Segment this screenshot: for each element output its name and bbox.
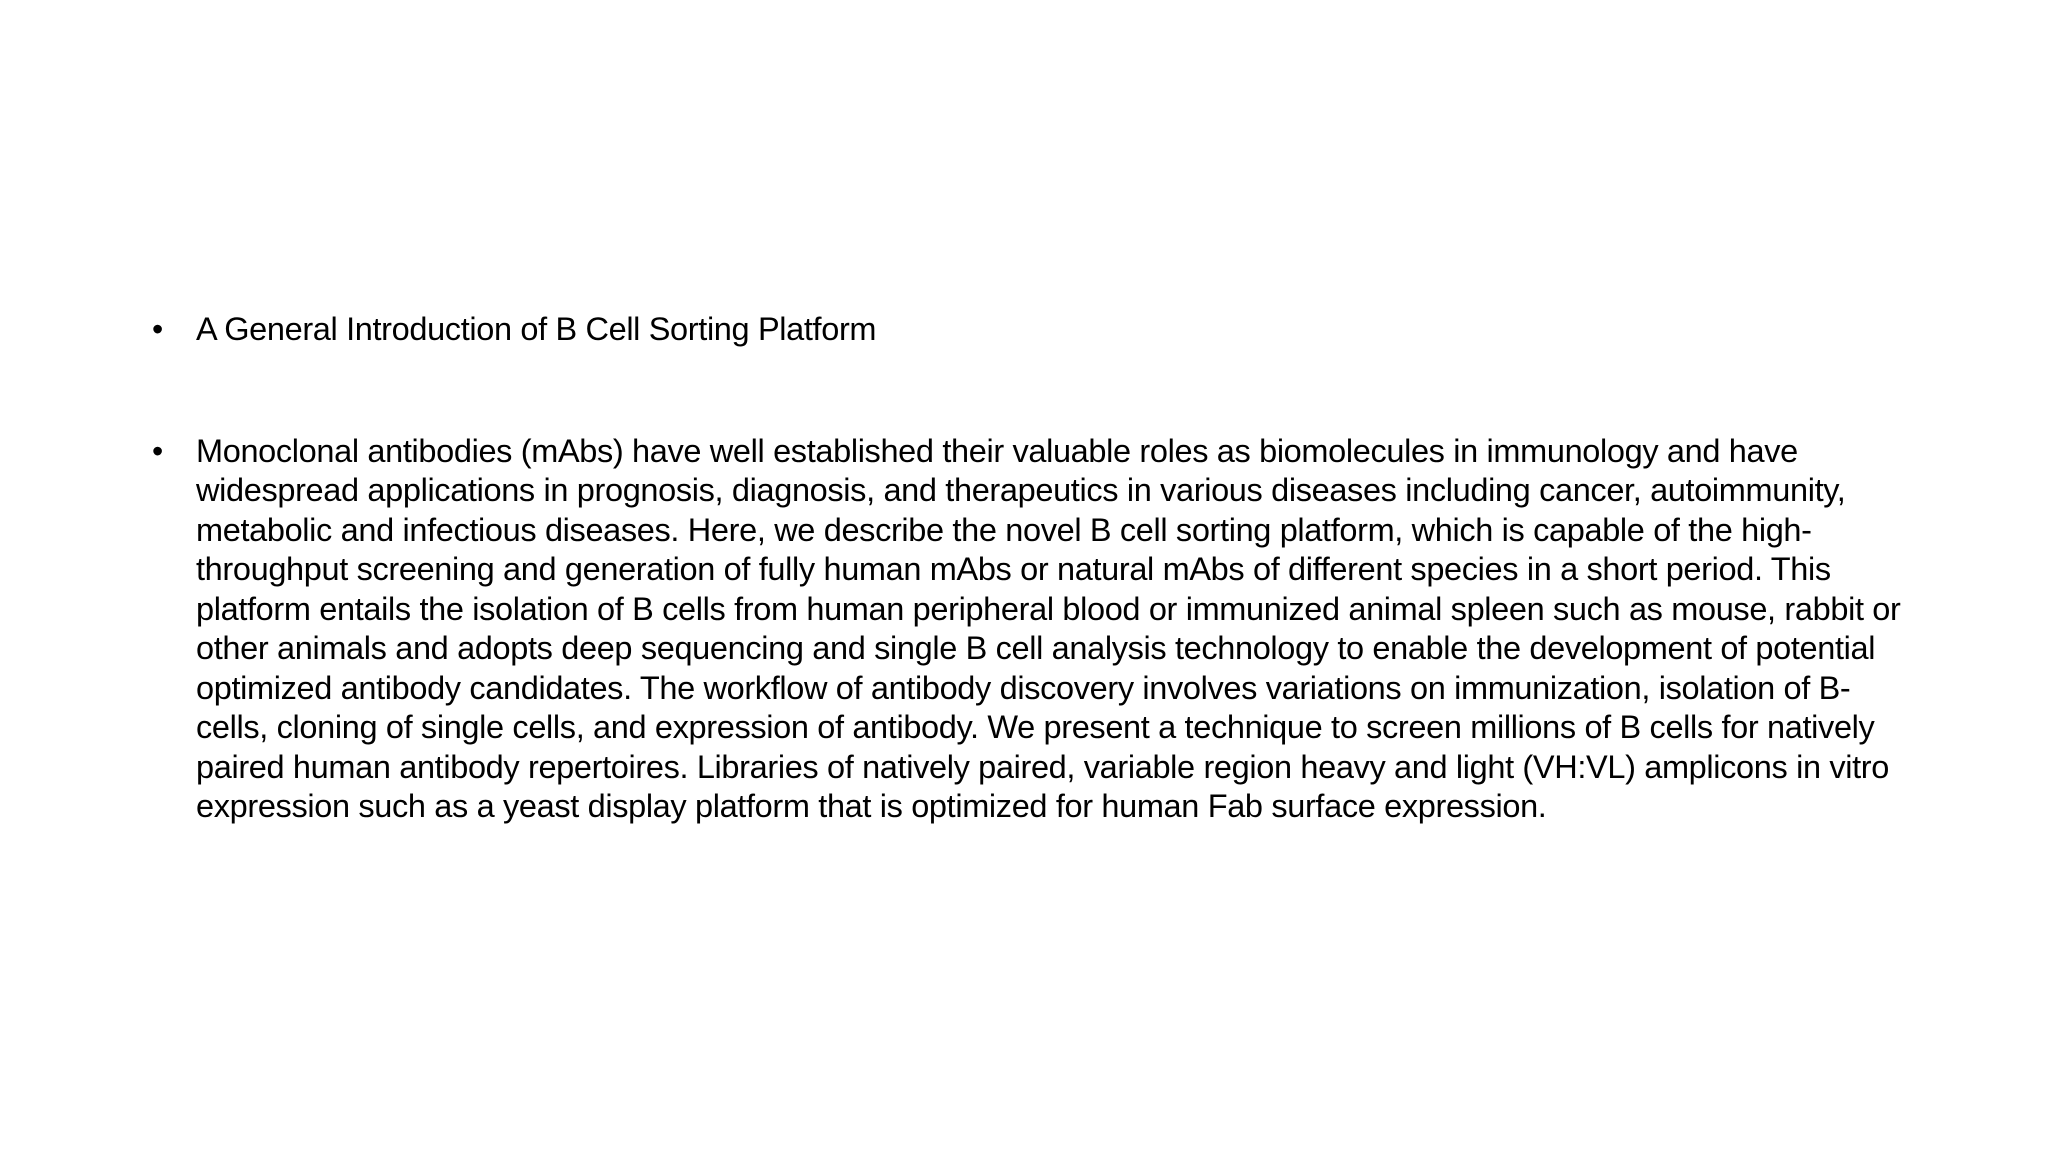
bullet-dot-icon: • [152,432,163,469]
bullet-text: Monoclonal antibodies (mAbs) have well established their valuable roles as biomolecules in immunology and have widespread applications in prognosis, diagnosis, and therapeutics in various diseases including cancer, autoimmunity, metabolic and infectious diseases. Here, we describe the novel B cell sorting platform, which is capable of the high-throughput screening and generation of fully human mAbs or natural mAbs of different species in a short period. This platform entails the isolation of B cells from human peripheral blood or immunized animal spleen such as mouse, rabbit or other animals and adopts deep sequencing and single B cell analysis technology to enable the development of potential optimized antibody candidates. The workflow of antibody discovery involves variations on immunization, isolation of B-cells, cloning of single cells, and expression of antibody. We present a technique to screen millions of B cells for natively paired human antibody repertoires. Libraries of natively paired, variable region heavy and light (VH:VL) amplicons in vitro expression such as a yeast display platform that is optimized for human Fab surface expression. [196,432,1901,824]
bullet-item-title [152,310,1912,350]
bullet-item-description [152,432,1912,827]
bullet-dot-icon: • [152,311,163,347]
bullet-text: A General Introduction of B Cell Sorting Platform [196,311,877,347]
bullet-list [152,310,1912,827]
